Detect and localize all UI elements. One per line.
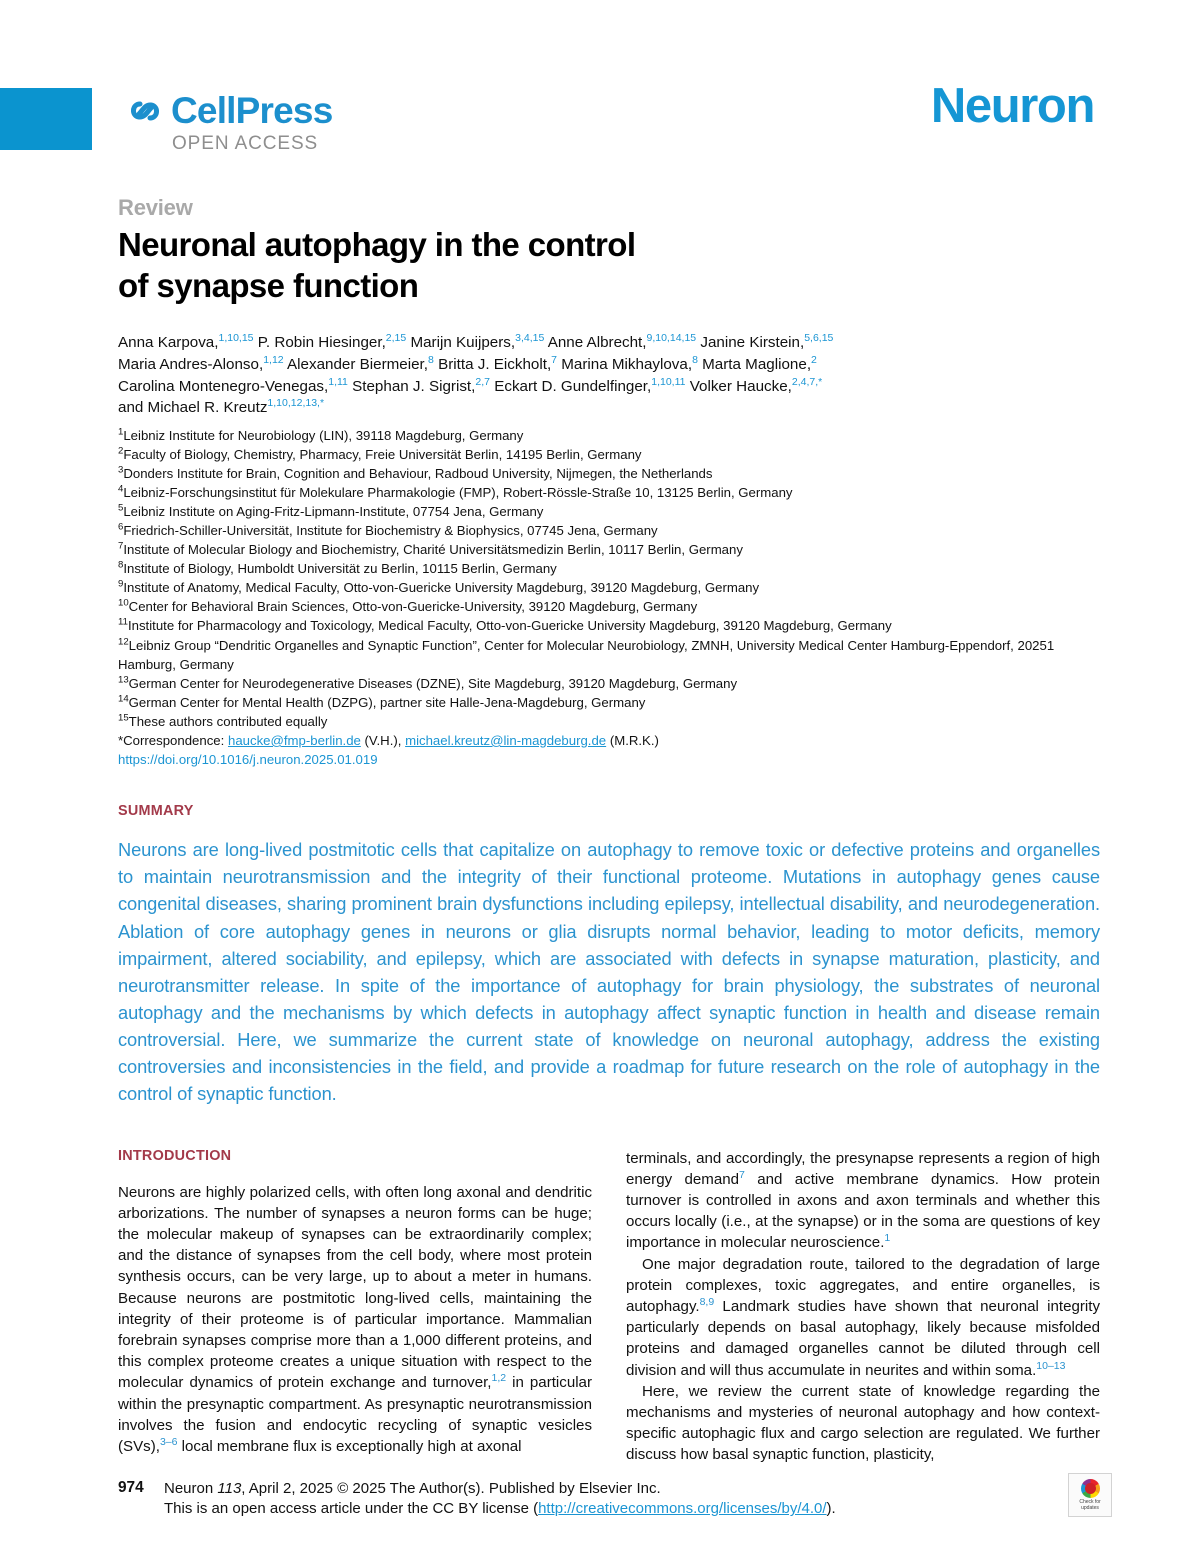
author-list [118, 332, 1023, 418]
affiliation-number: 2 [118, 445, 124, 457]
doi-text: https://doi.org/10.1016/j.neuron.2025.01.019 [118, 751, 378, 767]
footer-line-2 [164, 1499, 1100, 1519]
body-paragraph: One major degradation route, tailored to the degradation of large protein complexes, toxic aggregates, and entire organelles, is autophagy.$^{8,9}$ Landmark studies have shown that neuronal integrity particularly depends on basal autophagy, likely because misfolded proteins and damaged organelles cannot be diluted through cell division and will thus accumulate in neurites and within soma.$^{10-13}$ [626, 1255, 1100, 1379]
column-left [118, 1148, 592, 1466]
correspondence-initials-2: (M.R.K.) [609, 732, 659, 748]
license-prefix: This is an open access article under the CC BY license ( [164, 1500, 539, 1518]
affiliation-text: Institute of Anatomy, Medical Faculty, Otto-von-Guericke University Magdeburg, 39120 Magdeburg, Germany [123, 580, 760, 596]
body-paragraph: Here, we review the current state of knowledge regarding the mechanisms and mysteries of neuronal autophagy and how context-specific autophagic flux and cargo selection are regulated. We further discuss how basal synaptic function, plasticity, [626, 1382, 1100, 1464]
license-suffix: ). [826, 1500, 836, 1518]
correspondence-email-1[interactable]: haucke@fmp-berlin.de [227, 732, 361, 748]
affiliation-text: Leibniz Institute for Neurobiology (LIN), 39118 Magdeburg, Germany [123, 427, 524, 443]
correspondence-email-2[interactable]: michael.kreutz@lin-magdeburg.de [405, 732, 607, 748]
affiliation-item [118, 426, 1093, 445]
affiliation-number: 13 [118, 674, 129, 686]
affiliation-number: 3 [118, 464, 124, 476]
affiliation-number: 14 [118, 693, 129, 705]
cellpress-wordmark: CellPress [171, 90, 333, 131]
article-type-label: Review [118, 195, 193, 220]
affiliation-item [118, 445, 1093, 464]
cellpress-chain-icon [128, 96, 162, 126]
crossmark-ring-icon [1081, 1479, 1100, 1498]
affiliation-text: Donders Institute for Brain, Cognition and Behaviour, Radboud University, Nijmegen, the Netherlands [123, 465, 713, 481]
affiliation-number: 11 [118, 617, 128, 629]
affiliation-list [118, 426, 1093, 769]
affiliation-item [118, 578, 1093, 597]
correspondence-initials-1: (V.H.), [364, 732, 402, 748]
page-footer [118, 1479, 1100, 1519]
title-line-1: Neuronal autophagy in the control [118, 226, 636, 264]
crossmark-badge[interactable] [1068, 1473, 1112, 1517]
author-line: Maria Andres-Alonso,$^{1,12}$ Alexander Biermeier,$^8$ Britta J. Eickholt,$^7$ Marina Mikhaylova,$^8$ Marta Maglione,$^2$ [118, 353, 817, 373]
affiliation-item [118, 559, 1093, 578]
affiliation-text: Institute of Biology, Humboldt Universität zu Berlin, 10115 Berlin, Germany [123, 561, 557, 577]
affiliation-number: 6 [118, 521, 124, 533]
affiliation-number: 8 [118, 559, 124, 571]
affiliation-text: Center for Behavioral Brain Sciences, Otto-von-Guericke-University, 39120 Magdeburg, Germany [128, 599, 698, 615]
body-paragraph: terminals, and accordingly, the presynapse represents a region of high energy demand$^7$ and active membrane dynamics. How protein turnover is controlled in axons and axon terminals and whether this occurs locally (i.e., at the synapse) or in the soma are questions of key importance in molecular neuroscience.$^1$ [626, 1149, 1100, 1252]
affiliation-number: 5 [118, 502, 124, 514]
crossmark-label [1079, 1499, 1100, 1511]
affiliation-text: Leibniz-Forschungsinstitut für Molekulare Pharmakologie (FMP), Robert-Rössle-Straße 10, 13125 Berlin, Germany [123, 484, 793, 500]
body-paragraph: Neurons are highly polarized cells, with often long axonal and dendritic arborizations. The number of synapses a neuron forms can be huge; the molecular makeup of synapses can be extraordinarily complex; and the distance of synapses from the cell body, where most protein synthesis occurs, can be very large, up to about a meter in humans. Because neurons are postmitotic long-lived cells, maintaining the integrity of their proteome is of particular importance. Mammalian forebrain synapses comprise more than a 1,000 different proteins, and this complex proteome creates a unique situation with respect to the molecular dynamics of protein exchange and turnover,$^{1,2}$ in particular within the presynaptic compartment. As presynaptic neurotransmission involves the fusion and endocytic recycling of synaptic vesicles (SVs),$^{3-6}$ local membrane flux is exceptionally high at axonal [118, 1183, 592, 1456]
affiliation-item [118, 521, 1093, 540]
introduction-heading: INTRODUCTION [118, 1147, 232, 1164]
affiliation-number: 4 [118, 483, 124, 495]
affiliation-text: Faculty of Biology, Chemistry, Pharmacy, Freie Universität Berlin, 14195 Berlin, Germany [123, 446, 642, 462]
affiliation-item [118, 712, 1093, 731]
author-line: Anna Karpova,$^{1,10,15}$ P. Robin Hiesinger,$^{2,15}$ Marijn Kuijpers,$^{3,4,15}$ Anne Albrecht,$^{9,10,14,15}$ Janine Kirstein,$^{5,6,15}$ [118, 332, 834, 352]
affiliation-number: 9 [118, 578, 124, 590]
affiliation-text: Friedrich-Schiller-Universität, Institute for Biochemistry & Biophysics, 07745 Jena, Germany [123, 523, 658, 539]
affiliation-number: 15 [118, 712, 129, 724]
affiliation-text: German Center for Neurodegenerative Diseases (DZNE), Site Magdeburg, 39120 Magdeburg, Germany [128, 675, 738, 691]
affiliation-number: 1 [118, 426, 124, 438]
affiliation-item [118, 636, 1093, 674]
affiliation-item [118, 674, 1093, 693]
column-right [626, 1148, 1100, 1466]
cellpress-logo[interactable] [128, 92, 468, 155]
affiliation-number: 12 [118, 636, 129, 648]
affiliation-item [118, 502, 1093, 521]
affiliation-item [118, 597, 1093, 616]
correspondence-line [118, 731, 1093, 750]
author-line: and Michael R. Kreutz$^{1,10,12,13,*}$ [118, 397, 325, 417]
masthead [0, 0, 1200, 154]
title-line-2: of synapse function [118, 266, 419, 304]
affiliation-text: Leibniz Group “Dendritic Organelles and Synaptic Function”, Center for Molecular Neurobiology, ZMNH, University Medical Center Hamburg-Eppendorf, 20251 Hamburg, Germany [118, 637, 1055, 672]
page-title [118, 225, 1100, 306]
affiliation-item [118, 540, 1093, 559]
affiliation-text: Leibniz Institute on Aging-Fritz-Lipmann-Institute, 07754 Jena, Germany [123, 503, 544, 519]
affiliation-item [118, 693, 1093, 712]
body-columns [118, 1148, 1100, 1466]
journal-logo: Neuron [930, 79, 1094, 133]
affiliation-text: Institute of Molecular Biology and Biochemistry, Charité Universitätsmedizin Berlin, 10117 Berlin, Germany [123, 542, 743, 558]
affiliation-number: 7 [118, 540, 124, 552]
brand-color-block [0, 88, 92, 150]
summary-heading: SUMMARY [118, 803, 194, 820]
footer-line-1: Neuron 113, April 2, 2025 © 2025 The Author(s). Published by Elsevier Inc. [164, 1480, 661, 1498]
affiliation-text: Institute for Pharmacology and Toxicology, Medical Faculty, Otto-von-Guericke University Magdeburg, 39120 Magdeburg, Germany [127, 618, 892, 634]
affiliation-text: German Center for Mental Health (DZPG), partner site Halle-Jena-Magdeburg, Germany [128, 694, 646, 710]
affiliation-item [118, 483, 1093, 502]
affiliation-text: These authors contributed equally [128, 713, 328, 729]
author-line: Carolina Montenegro-Venegas,$^{1,11}$ Stephan J. Sigrist,$^{2,7}$ Eckart D. Gundelfinger,$^{1,10,11}$ Volker Haucke,$^{2,4,7,*}$ [118, 375, 823, 395]
affiliation-number: 10 [118, 597, 129, 609]
page-number: 974 [118, 1479, 144, 1497]
affiliation-item [118, 616, 1093, 635]
correspondence-label: *Correspondence: [118, 732, 225, 748]
footer-citation [164, 1479, 1100, 1519]
doi-link[interactable] [118, 750, 1093, 769]
open-access-label: OPEN ACCESS [172, 133, 319, 154]
affiliation-item [118, 464, 1093, 483]
crossmark-line-1: Check for [1079, 1499, 1101, 1505]
article-content [118, 196, 1100, 1466]
license-link[interactable]: http://creativecommons.org/licenses/by/4.0/ [538, 1500, 827, 1518]
crossmark-line-2: updates [1081, 1505, 1099, 1511]
summary-text: Neurons are long-lived postmitotic cells that capitalize on autophagy to remove toxic or defective proteins and organelles to maintain neurotransmission and the integrity of their functional proteome. Mutations in autophagy genes cause congenital diseases, sharing prominent brain dysfunctions including epilepsy, intellectual disability, and neurodegeneration. Ablation of core autophagy genes in neurons or glia disrupts normal behavior, leading to motor deficits, memory impairment, altered sociability, and epilepsy, which are associated with defects in synapse maturation, plasticity, and neurotransmitter release. In spite of the importance of autophagy for brain physiology, the substrates of neuronal autophagy and the mechanisms by which defects in autophagy affect synaptic function in health and disease remain controversial. Here, we summarize the current state of knowledge on neuronal autophagy, address the existing controversies and inconsistencies in the field, and provide a roadmap for future research on the role of autophagy in the control of synaptic function. [118, 839, 1100, 1105]
